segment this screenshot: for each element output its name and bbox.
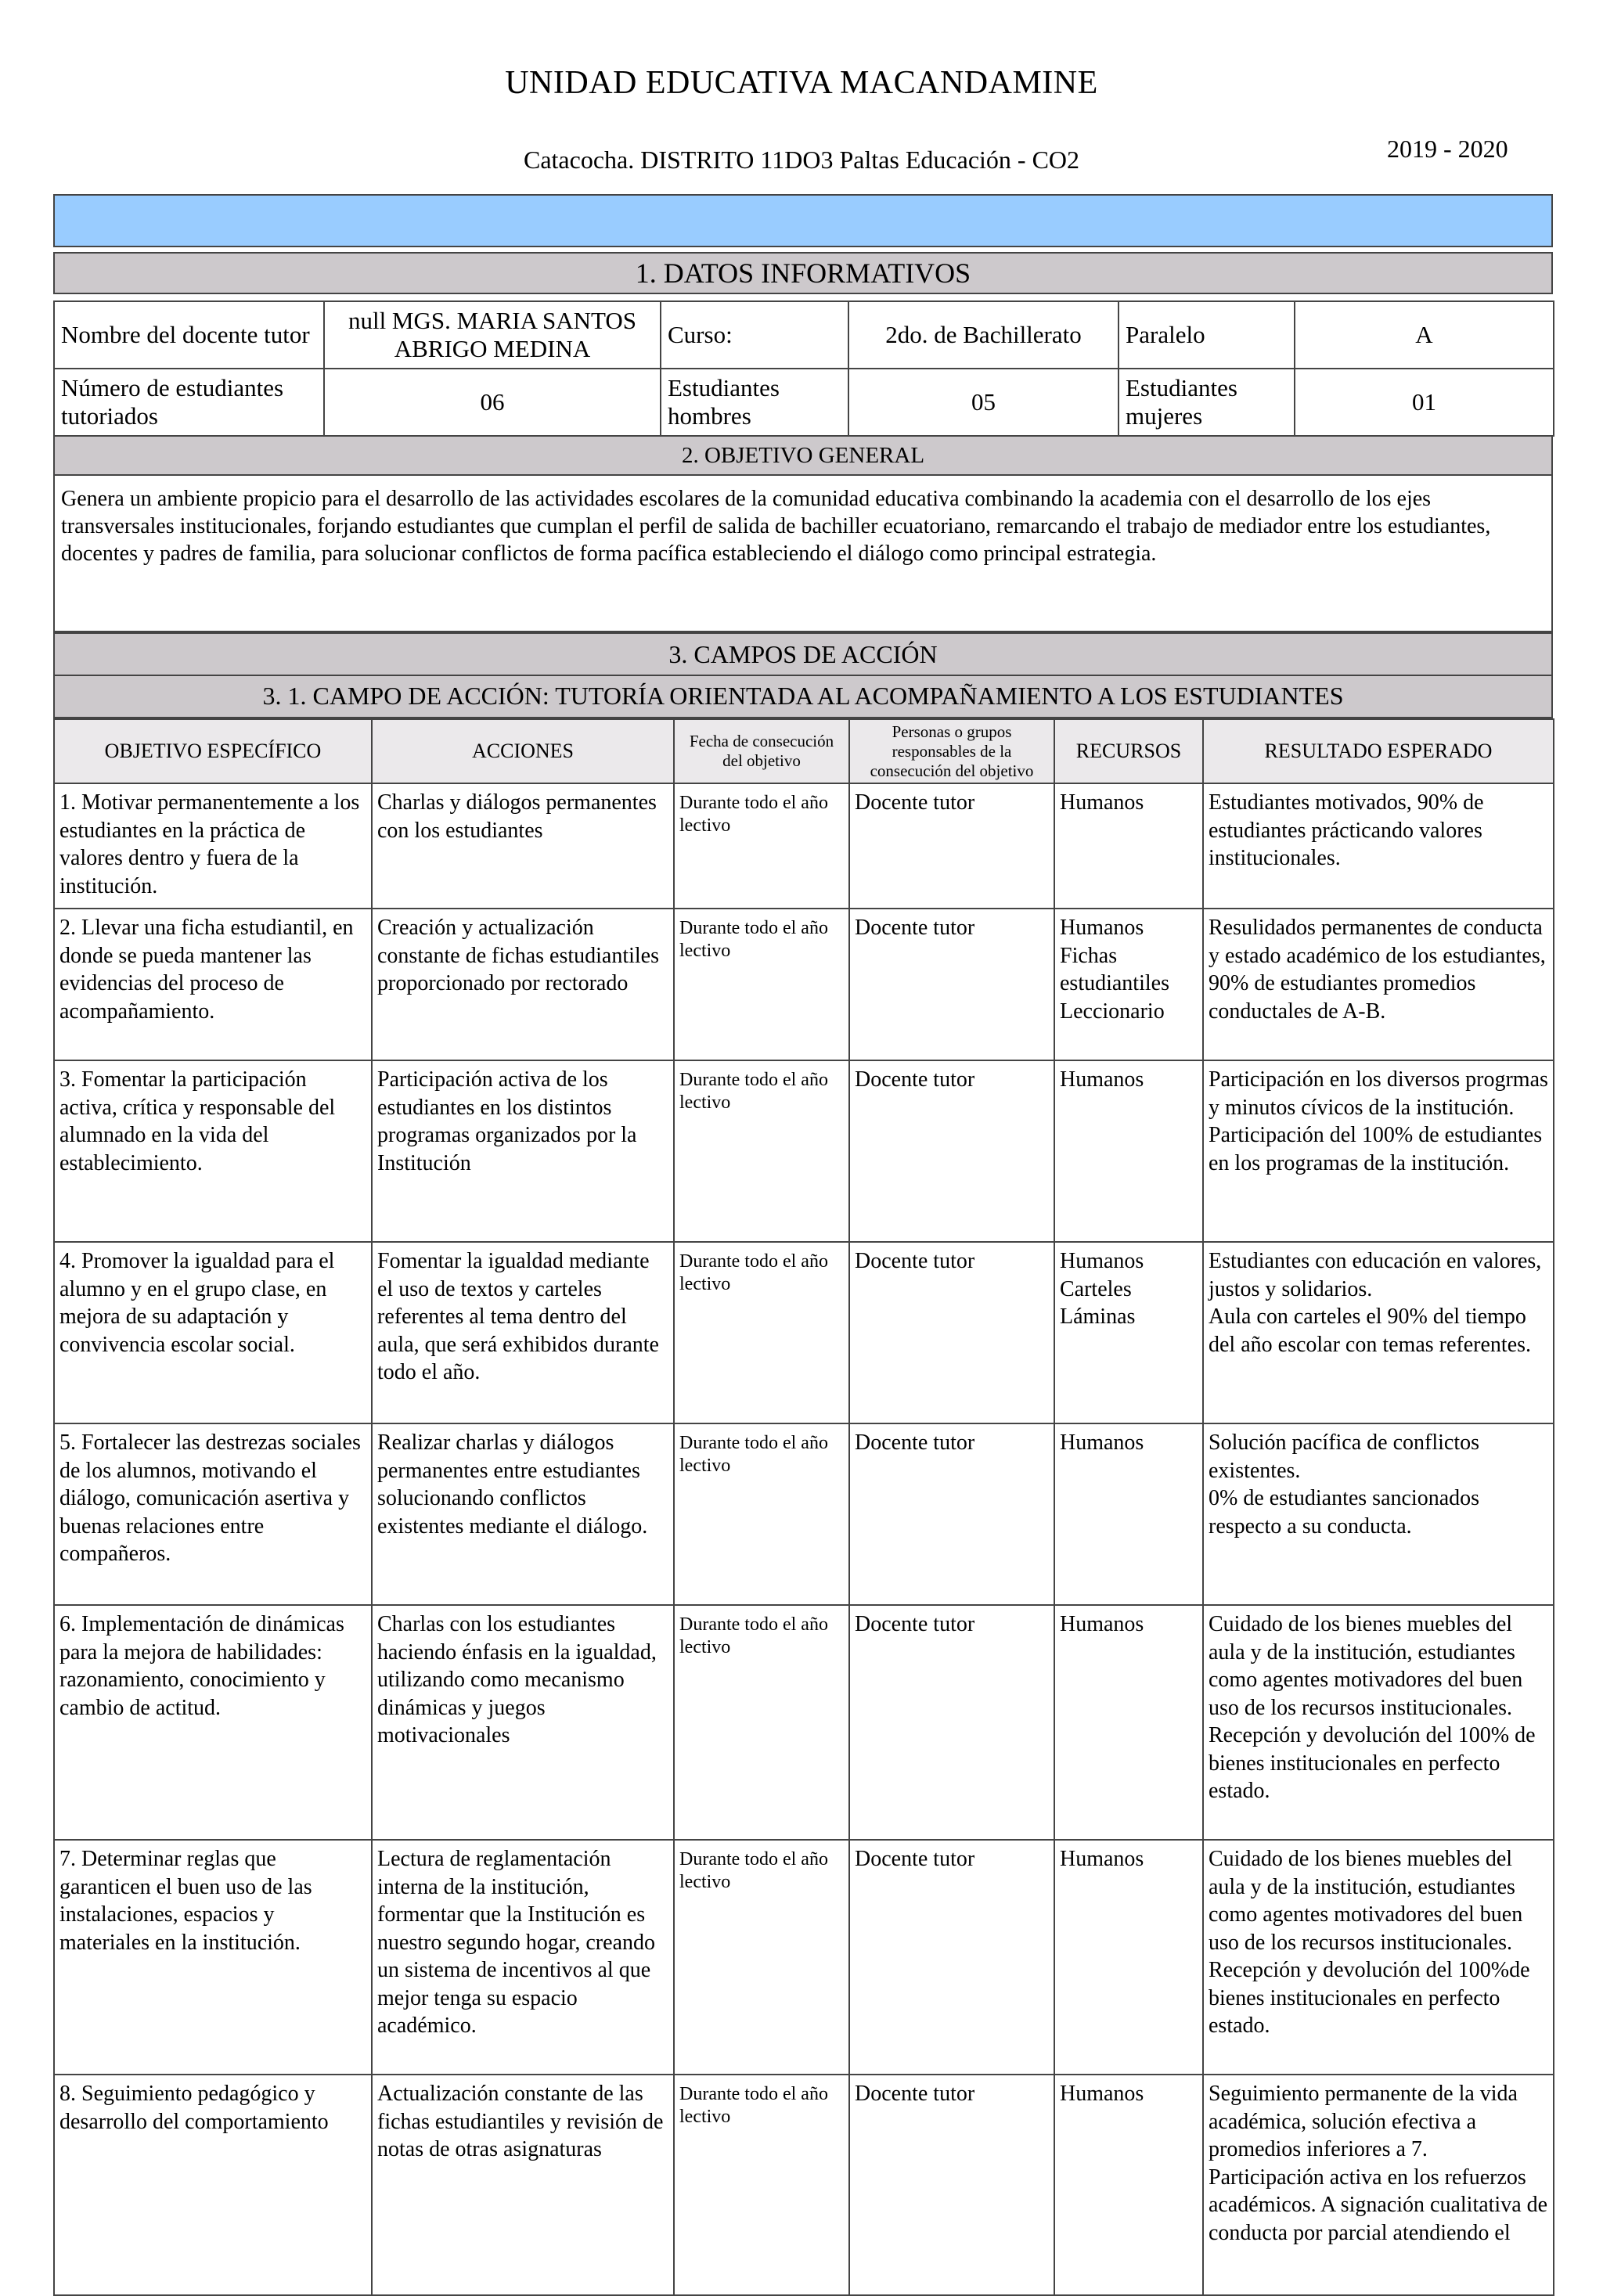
- table-row: [54, 909, 1554, 1060]
- resultado-cell: Estudiantes con educación en valores, justos y solidarios. Aula con carteles el 90% del tiempo del año escolar con temas referentes.: [1203, 1242, 1554, 1423]
- column-header: OBJETIVO ESPECÍFICO: [54, 719, 372, 783]
- responsables-cell: Docente tutor: [849, 2075, 1054, 2295]
- objetivo-especifico-cell: 8. Seguimiento pedagógico y desarrollo del comportamiento: [54, 2075, 372, 2295]
- fecha-cell: Durante todo el año lectivo: [674, 1840, 849, 2075]
- responsables-cell: Docente tutor: [849, 1605, 1054, 1840]
- column-header: Fecha de consecución del objetivo: [674, 719, 849, 783]
- datos-informativos-table: [53, 300, 1554, 437]
- fecha-cell: Durante todo el año lectivo: [674, 1423, 849, 1605]
- table-row: [54, 2075, 1554, 2295]
- column-header: ACCIONES: [372, 719, 674, 783]
- recursos-cell: Humanos Carteles Láminas: [1054, 1242, 1203, 1423]
- fecha-cell: Durante todo el año lectivo: [674, 2075, 849, 2295]
- school-year: 2019 - 2020: [1387, 135, 1508, 163]
- section-3-heading: 3. CAMPOS DE ACCIÓN: [53, 632, 1553, 676]
- fecha-cell: Durante todo el año lectivo: [674, 783, 849, 909]
- objetivo-especifico-cell: 7. Determinar reglas que garanticen el buen uso de las instalaciones, espacios y materiales en la institución.: [54, 1840, 372, 2075]
- objetivo-general-text: Genera un ambiente propicio para el desarrollo de las actividades escolares de la comunidad educativa combinando la academia con el desarrollo de los ejes transversales institucionales, forjando estudiantes que cumplan el perfil de salida de bachiller ecuatoriano, remarcando el trabajo de mediador entre los estudiantes, docentes y padres de familia, para solucionar conflictos de forma pacífica estableciendo el diálogo como principal estrategia.: [53, 476, 1553, 632]
- school-title: UNIDAD EDUCATIVA MACANDAMINE: [505, 65, 1098, 101]
- acciones-cell: Actualización constante de las fichas estudiantiles y revisión de notas de otras asignaturas: [372, 2075, 674, 2295]
- section-1-heading: 1. DATOS INFORMATIVOS: [53, 252, 1553, 294]
- docente-label: Nombre del docente tutor: [54, 301, 324, 369]
- table-row: [54, 1242, 1554, 1423]
- section-2-heading: 2. OBJETIVO GENERAL: [53, 435, 1553, 476]
- table-row: [54, 783, 1554, 909]
- fecha-cell: Durante todo el año lectivo: [674, 1605, 849, 1840]
- objetivo-especifico-cell: 5. Fortalecer las destrezas sociales de los alumnos, motivando el diálogo, comunicación asertiva y buenas relaciones entre compañeros.: [54, 1423, 372, 1605]
- objetivo-especifico-cell: 1. Motivar permanentemente a los estudiantes en la práctica de valores dentro y fuera de la institución.: [54, 783, 372, 909]
- responsables-cell: Docente tutor: [849, 909, 1054, 1060]
- fecha-cell: Durante todo el año lectivo: [674, 1060, 849, 1242]
- paralelo-value: A: [1295, 301, 1554, 369]
- objetivo-especifico-cell: 4. Promover la igualdad para el alumno y en el grupo clase, en mejora de su adaptación y convivencia escolar social.: [54, 1242, 372, 1423]
- table-row: [54, 1840, 1554, 2075]
- objetivo-especifico-cell: 2. Llevar una ficha estudiantil, en donde se pueda mantener las evidencias del proceso de acompañamiento.: [54, 909, 372, 1060]
- acciones-cell: Lectura de reglamentación interna de la institución, formentar que la Institución es nuestro segundo hogar, creando un sistema de incentivos al que mejor tenga su espacio académico.: [372, 1840, 674, 2075]
- recursos-cell: Humanos: [1054, 1605, 1203, 1840]
- recursos-cell: Humanos: [1054, 783, 1203, 909]
- curso-value: 2do. de Bachillerato: [848, 301, 1118, 369]
- responsables-cell: Docente tutor: [849, 1060, 1054, 1242]
- table-row: [54, 1060, 1554, 1242]
- fecha-cell: Durante todo el año lectivo: [674, 909, 849, 1060]
- paralelo-label: Paralelo: [1118, 301, 1295, 369]
- recursos-cell: Humanos: [1054, 2075, 1203, 2295]
- mujeres-label: Estudiantes mujeres: [1118, 369, 1295, 436]
- acciones-cell: Fomentar la igualdad mediante el uso de textos y carteles referentes al tema dentro del aula, que será exhibidos durante todo el año.: [372, 1242, 674, 1423]
- recursos-cell: Humanos: [1054, 1060, 1203, 1242]
- acciones-cell: Charlas con los estudiantes haciendo énfasis en la igualdad, utilizando como mecanismo dinámicas y juegos motivacionales: [372, 1605, 674, 1840]
- mujeres-value: 01: [1295, 369, 1554, 436]
- column-header: RESULTADO ESPERADO: [1203, 719, 1554, 783]
- campo-accion-table: [53, 718, 1554, 2296]
- table-row: [54, 1423, 1554, 1605]
- fecha-cell: Durante todo el año lectivo: [674, 1242, 849, 1423]
- resultado-cell: Participación en los diversos progrmas y minutos cívicos de la institución. Participación del 100% de estudiantes en los programas de la institución.: [1203, 1060, 1554, 1242]
- responsables-cell: Docente tutor: [849, 1242, 1054, 1423]
- objetivo-especifico-cell: 3. Fomentar la participación activa, crítica y responsable del alumnado en la vida del establecimiento.: [54, 1060, 372, 1242]
- resultado-cell: Cuidado de los bienes muebles del aula y de la institución, estudiantes como agentes motivadores del buen uso de los recursos institucionales. Recepción y devolución del 100% de bienes institucionales en perfecto estado.: [1203, 1605, 1554, 1840]
- district-subtitle: Catacocha. DISTRITO 11DO3 Paltas Educación - CO2: [523, 146, 1080, 174]
- resultado-cell: Cuidado de los bienes muebles del aula y de la institución, estudiantes como agentes motivadores del buen uso de los recursos institucionales. Recepción y devolución del 100%de bienes institucionales en perfecto estado.: [1203, 1840, 1554, 2075]
- acciones-cell: Creación y actualización constante de fichas estudiantiles proporcionado por rectorado: [372, 909, 674, 1060]
- acciones-cell: Participación activa de los estudiantes en los distintos programas organizados por la Institución: [372, 1060, 674, 1242]
- recursos-cell: Humanos: [1054, 1423, 1203, 1605]
- table-row: [54, 1605, 1554, 1840]
- docente-value: null MGS. MARIA SANTOS ABRIGO MEDINA: [324, 301, 661, 369]
- resultado-cell: Solución pacífica de conflictos existentes. 0% de estudiantes sancionados respecto a su conducta.: [1203, 1423, 1554, 1605]
- acciones-cell: Charlas y diálogos permanentes con los estudiantes: [372, 783, 674, 909]
- column-header: Personas o grupos responsables de la consecución del objetivo: [849, 719, 1054, 783]
- hombres-label: Estudiantes hombres: [661, 369, 848, 436]
- resultado-cell: Estudiantes motivados, 90% de estudiantes prácticando valores institucionales.: [1203, 783, 1554, 909]
- curso-label: Curso:: [661, 301, 848, 369]
- responsables-cell: Docente tutor: [849, 1840, 1054, 2075]
- acciones-cell: Realizar charlas y diálogos permanentes entre estudiantes solucionando conflictos existentes mediante el diálogo.: [372, 1423, 674, 1605]
- recursos-cell: Humanos: [1054, 1840, 1203, 2075]
- num-estudiantes-value: 06: [324, 369, 661, 436]
- responsables-cell: Docente tutor: [849, 783, 1054, 909]
- resultado-cell: Resulidados permanentes de conducta y estado académico de los estudiantes, 90% de estudiantes promedios conductales de A-B.: [1203, 909, 1554, 1060]
- resultado-cell: Seguimiento permanente de la vida académica, solución efectiva a promedios inferiores a 7. Participación activa en los refuerzos académicos. A signación cualitativa de conducta por parcial atendiendo el: [1203, 2075, 1554, 2295]
- hombres-value: 05: [848, 369, 1118, 436]
- column-header: RECURSOS: [1054, 719, 1203, 783]
- blue-banner: [53, 194, 1553, 247]
- objetivo-especifico-cell: 6. Implementación de dinámicas para la mejora de habilidades: razonamiento, conocimiento y cambio de actitud.: [54, 1605, 372, 1840]
- num-estudiantes-label: Número de estudiantes tutoriados: [54, 369, 324, 436]
- responsables-cell: Docente tutor: [849, 1423, 1054, 1605]
- section-3-1-heading: 3. 1. CAMPO DE ACCIÓN: TUTORÍA ORIENTADA AL ACOMPAÑAMIENTO A LOS ESTUDIANTES: [53, 676, 1553, 718]
- recursos-cell: Humanos Fichas estudiantiles Leccionario: [1054, 909, 1203, 1060]
